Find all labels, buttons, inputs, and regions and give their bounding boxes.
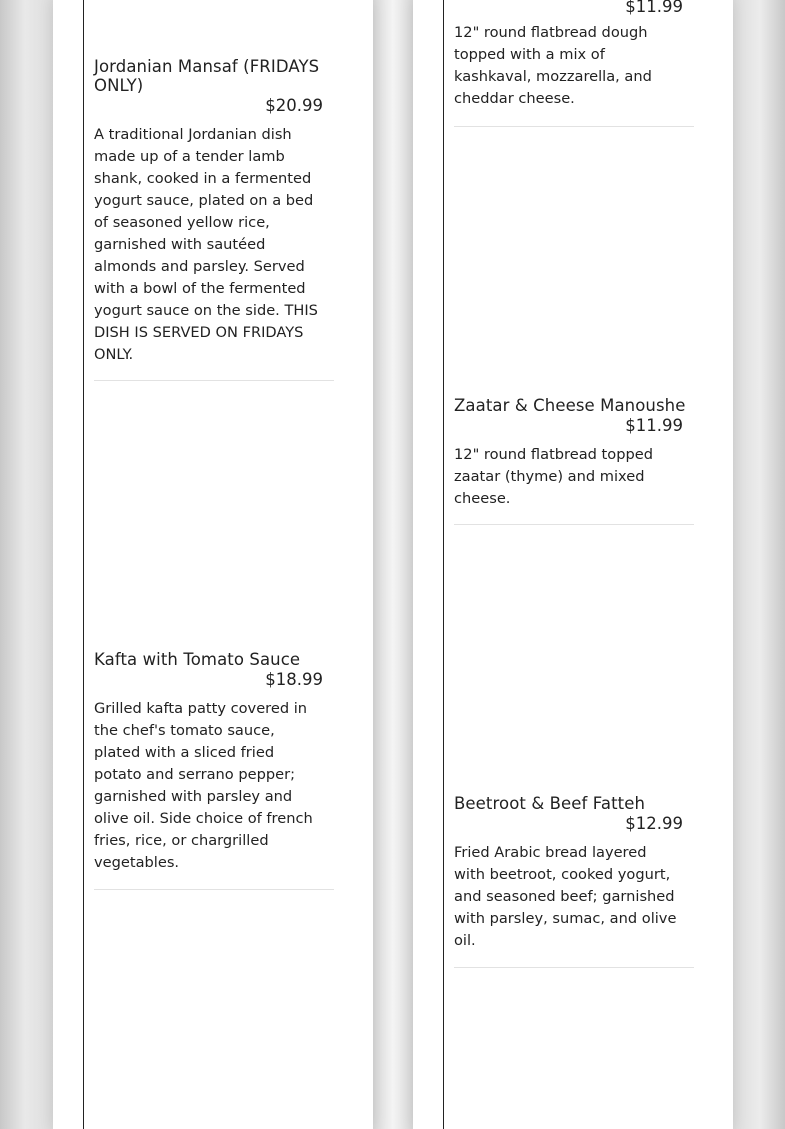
column-border-left — [83, 0, 84, 1129]
menu-item-price: $11.99 — [625, 416, 683, 435]
menu-item-divider — [454, 967, 694, 968]
menu-item-cheese-manoushe[interactable] — [454, 0, 694, 110]
menu-item-divider — [454, 126, 694, 127]
menu-item-name: Beetroot & Beef Fatteh — [454, 794, 646, 813]
menu-item-divider — [454, 524, 694, 525]
menu-item-price: $11.99 — [625, 0, 683, 16]
menu-item-name: Kafta with Tomato Sauce — [94, 650, 301, 669]
menu-item-zaatar-cheese-manoushe[interactable] — [454, 396, 694, 510]
menu-item-description: A traditional Jordanian dish made up of a tender lamb shank, cooked in a fermented yogurt sauce, plated on a bed of seasoned yellow rice, garnished with sautéed almonds and parsley. Served with a bowl of the fermented yogurt sauce on the side. THIS DISH IS SERVED ON FRIDAYS ONLY. — [94, 126, 318, 363]
menu-item-name: Jordanian Mansaf (FRIDAYS ONLY) — [94, 57, 320, 95]
menu-item-price: $12.99 — [625, 814, 683, 833]
menu-item-description: Grilled kafta patty covered in the chef's tomato sauce, plated with a sliced fried potato and serrano pepper; garnished with parsley and olive oil. Side choice of french fries, rice, or chargrilled vegetables. — [94, 700, 313, 871]
menu-item-divider — [94, 380, 334, 381]
menu-item-price: $20.99 — [265, 96, 323, 115]
menu-panel-right — [413, 0, 733, 1129]
menu-item-price: $18.99 — [265, 670, 323, 689]
menu-item-kafta-tomato-sauce[interactable] — [94, 650, 334, 874]
menu-item-description: Fried Arabic bread layered with beetroot, cooked yogurt, and seasoned beef; garnished with parsley, sumac, and olive oil. — [454, 844, 677, 949]
menu-item-name: Zaatar & Cheese Manoushe — [454, 396, 686, 415]
menu-item-description: 12" round flatbread dough topped with a mix of kashkaval, mozzarella, and cheddar cheese. — [454, 24, 652, 107]
menu-item-jordanian-mansaf[interactable] — [94, 57, 334, 366]
column-border-right — [443, 0, 444, 1129]
menu-item-divider — [94, 889, 334, 890]
menu-item-description: 12" round flatbread topped zaatar (thyme) and mixed cheese. — [454, 446, 653, 507]
menu-item-beetroot-beef-fatteh[interactable] — [454, 794, 694, 952]
